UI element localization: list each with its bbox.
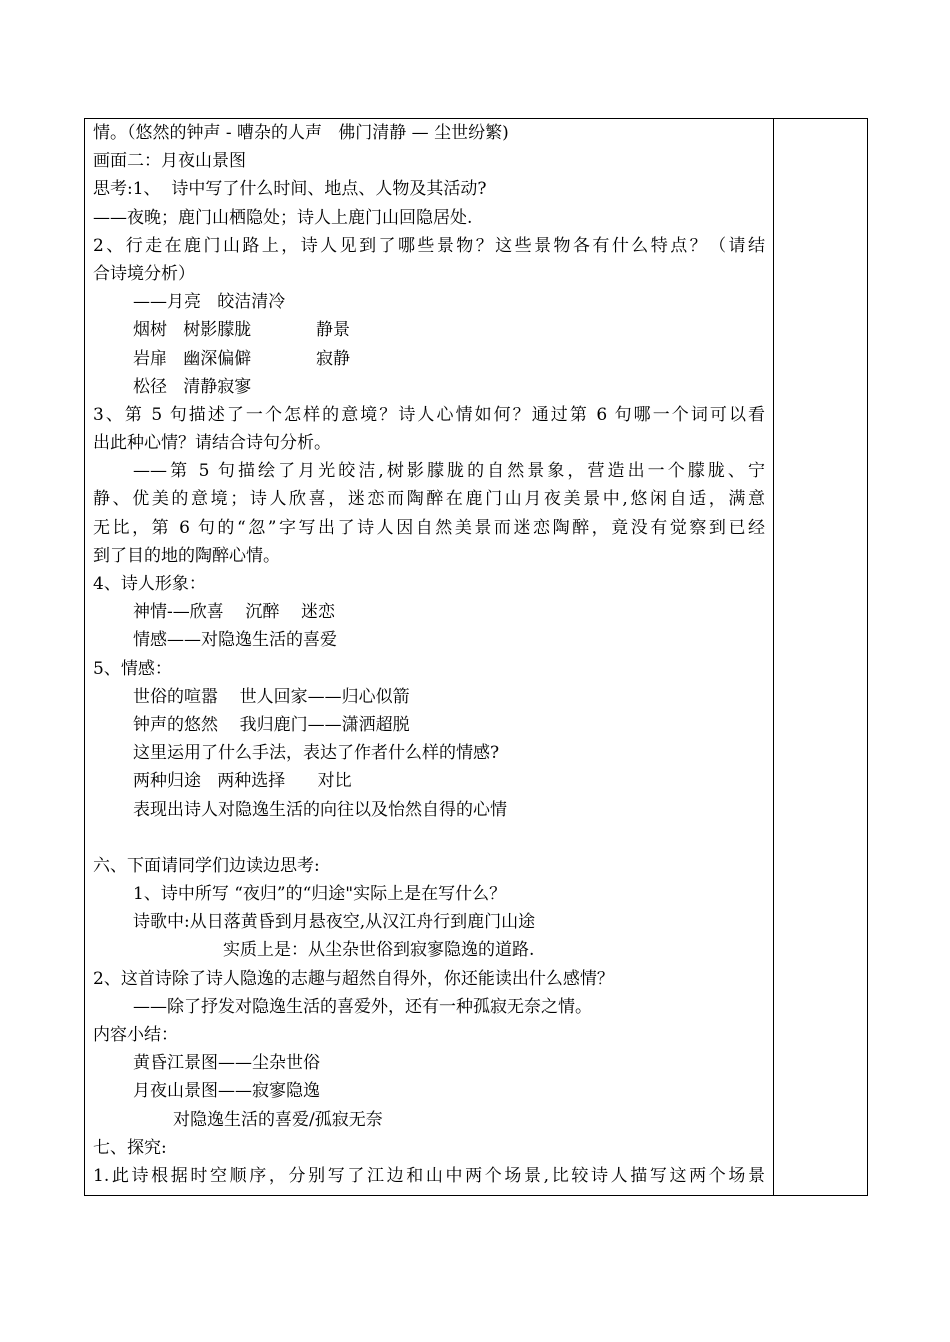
text-line: ——月亮 皎洁清冷 — [133, 292, 286, 313]
text-line: 月夜山景图——寂寥隐逸 — [133, 1081, 320, 1102]
text-line — [93, 824, 765, 852]
text-line: 合诗境分析） — [93, 263, 195, 284]
text-line: 两种归途 两种选择 对比 — [133, 771, 352, 792]
text-line: 岩扉 幽深偏僻 寂静 — [133, 348, 351, 369]
text-line: 画面二：月夜山景图 — [93, 151, 246, 172]
text-line: 到了目的地的陶醉心情。 — [93, 545, 280, 566]
text-line: 5、情感： — [93, 658, 172, 679]
text-line: 七、探究: — [93, 1137, 167, 1158]
text-line: 出此种心情？请结合诗句分析。 — [93, 433, 331, 454]
text-line: 这里运用了什么手法，表达了作者什么样的情感? — [133, 743, 500, 764]
text-line: 内容小结： — [93, 1025, 178, 1045]
text-line: 松径 清静寂寥 — [133, 376, 252, 397]
text-line: 1、诗中所写 “夜归”的“归途"实际上是在写什么？ — [133, 884, 507, 905]
text-line: 静、优美的意境；诗人欣喜，迷恋而陶醉在鹿门山月夜美景中,悠闲自适，满意 — [93, 489, 765, 510]
text-line: 神情-—欣喜 沉醉 迷恋 — [133, 602, 335, 623]
text-line: 2、行走在鹿门山路上，诗人见到了哪些景物？这些景物各有什么特点？（请结 — [93, 235, 765, 256]
text-line: 世俗的喧嚣 世人回家——归心似箭 — [133, 686, 410, 707]
text-line: 钟声的悠然 我归鹿门——潇洒超脱 — [133, 714, 410, 735]
text-line: 2、这首诗除了诗人隐逸的志趣与超然自得外，你还能读出什么感情？ — [93, 968, 614, 989]
text-line: 情感——对隐逸生活的喜爱 — [133, 630, 337, 651]
text-line: 对隐逸生活的喜爱/孤寂无奈 — [173, 1109, 383, 1130]
text-line: 1.此诗根据时空顺序，分别写了江边和山中两个场景,比较诗人描写这两个场景 — [93, 1165, 765, 1186]
text-line: ——第 5 句描绘了月光皎洁,树影朦胧的自然景象，营造出一个朦胧、宁 — [133, 461, 765, 482]
text-line: 实质上是：从尘杂世俗到寂寥隐逸的道路. — [223, 940, 535, 961]
text-line: 4、诗人形象： — [93, 574, 206, 594]
document-table — [84, 118, 868, 1196]
text-line: 烟树 树影朦胧 静景 — [133, 320, 351, 341]
text-line: ——除了抒发对隐逸生活的喜爱外，还有一种孤寂无奈之情。 — [133, 996, 592, 1017]
table-content-cell — [93, 119, 765, 1190]
text-line: 3、第 5 句描述了一个怎样的意境？诗人心情如何？通过第 6 句哪一个词可以看 — [93, 404, 765, 425]
text-line: 情。（悠然的钟声 - 嘈杂的人声 佛门清静 — 尘世纷繁) — [93, 123, 509, 143]
text-line: 表现出诗人对隐逸生活的向往以及怡然自得的心情 — [133, 799, 507, 820]
text-line: 思考:1、 诗中写了什么时间、地点、人物及其活动? — [93, 179, 487, 200]
text-line: 六、下面请同学们边读边思考: — [93, 855, 320, 876]
text-line: 无比，第 6 句的“忽”字写出了诗人因自然美景而迷恋陶醉，竟没有觉察到已经 — [93, 517, 765, 538]
text-line: 黄昏江景图——尘杂世俗 — [133, 1053, 320, 1074]
text-line: ——夜晚；鹿门山栖隐处；诗人上鹿门山回隐居处. — [93, 207, 473, 228]
text-line: 诗歌中:从日落黄昏到月悬夜空,从汉江舟行到鹿门山途 — [133, 912, 536, 933]
table-column-divider — [773, 119, 774, 1195]
